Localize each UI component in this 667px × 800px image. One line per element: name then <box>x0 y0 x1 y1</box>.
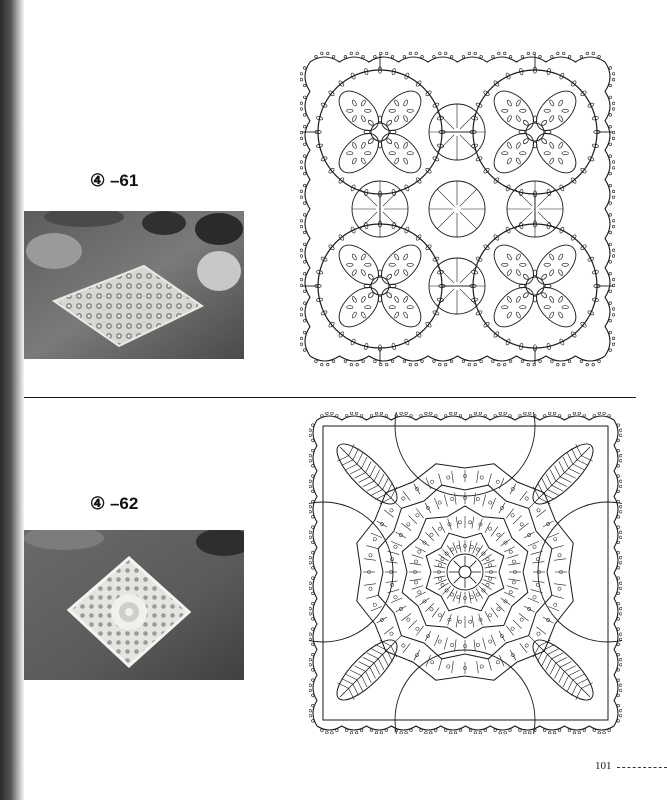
pattern-62-photo <box>24 530 244 680</box>
pattern-62-diagram <box>309 412 622 734</box>
page-number-dash-line <box>617 767 667 768</box>
page-number: 101 <box>595 760 612 772</box>
section-divider <box>24 397 636 398</box>
pattern-61-photo <box>24 211 244 359</box>
pattern-61-label: ④ –61 <box>90 171 139 190</box>
pattern-62-label: ④ –62 <box>90 494 139 513</box>
pattern-61-diagram <box>300 50 615 368</box>
page-binding-shadow <box>0 0 24 800</box>
